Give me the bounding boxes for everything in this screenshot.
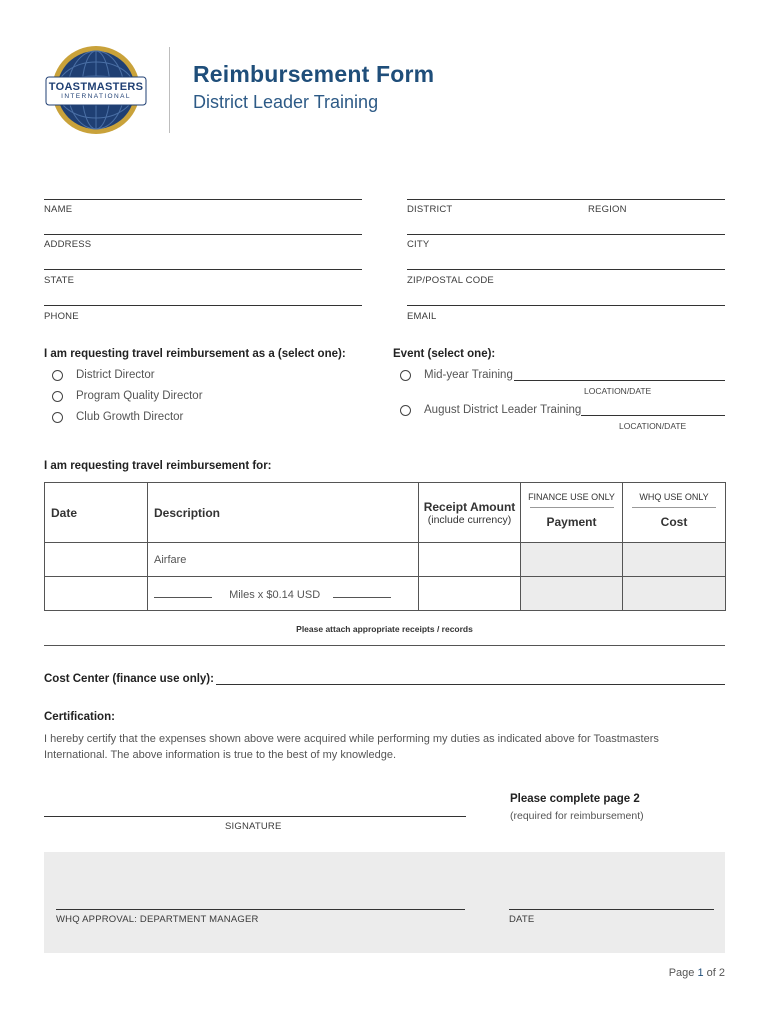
- name-label: NAME: [44, 204, 73, 215]
- manager-approval-field[interactable]: [56, 909, 465, 910]
- option-august-training: August District Leader Training: [424, 404, 582, 416]
- miles-date-cell[interactable]: [45, 577, 148, 611]
- phone-field[interactable]: [44, 305, 362, 306]
- zip-field[interactable]: [407, 269, 725, 270]
- receipt-label: Receipt Amount: [423, 499, 516, 514]
- receipt-sublabel: (include currency): [427, 513, 512, 526]
- city-field[interactable]: [407, 234, 725, 235]
- header-payment: [521, 483, 623, 543]
- miles-description-cell: [148, 577, 419, 611]
- city-label: CITY: [407, 239, 430, 250]
- approval-box: [44, 852, 725, 953]
- zip-label: ZIP/POSTAL CODE: [407, 275, 494, 286]
- toastmasters-logo: [44, 44, 148, 136]
- receipts-note: Please attach appropriate receipts / records: [296, 624, 473, 634]
- expenses-heading: I am requesting travel reimbursement for:: [44, 460, 272, 472]
- option-program-quality-director: Program Quality Director: [76, 390, 203, 402]
- expense-table: [44, 482, 726, 611]
- event-heading: Event (select one):: [393, 348, 496, 360]
- miles-rate-text: Miles x $0.14 USD: [229, 588, 321, 601]
- miles-receipt-cell[interactable]: [419, 577, 521, 611]
- manager-approval-label: WHQ APPROVAL: DEPARTMENT MANAGER: [56, 914, 259, 925]
- radio-district-director[interactable]: [52, 370, 63, 381]
- radio-program-quality-director[interactable]: [52, 391, 63, 402]
- miles-payment-cell: [521, 577, 623, 611]
- miles-cost-cell: [623, 577, 726, 611]
- phone-label: PHONE: [44, 311, 79, 322]
- payment-label: Payment: [546, 515, 597, 529]
- finance-use-note: FINANCE USE ONLY: [528, 492, 615, 502]
- address-field[interactable]: [44, 234, 362, 235]
- airfare-cost-cell: [623, 543, 726, 577]
- signature-field[interactable]: [44, 816, 466, 817]
- august-location-field[interactable]: [581, 415, 725, 416]
- name-field[interactable]: [44, 199, 362, 200]
- header-receipt: [419, 483, 521, 543]
- option-club-growth-director: Club Growth Director: [76, 411, 184, 423]
- airfare-payment-cell: [521, 543, 623, 577]
- signature-label: SIGNATURE: [225, 821, 282, 832]
- mid-year-location-label: LOCATION/DATE: [584, 386, 652, 396]
- page2-heading: Please complete page 2: [510, 793, 640, 805]
- header-cost: [623, 483, 726, 543]
- header-description: Description: [148, 483, 419, 543]
- header-divider: [169, 47, 170, 133]
- radio-club-growth-director[interactable]: [52, 412, 63, 423]
- radio-august-training[interactable]: [400, 405, 411, 416]
- email-label: EMAIL: [407, 311, 437, 322]
- region-label: REGION: [588, 204, 627, 215]
- email-field[interactable]: [407, 305, 725, 306]
- mid-year-location-field[interactable]: [514, 380, 725, 381]
- state-field[interactable]: [44, 269, 362, 270]
- role-heading: I am requesting travel reimbursement as a (select one):: [44, 348, 346, 360]
- approval-date-field[interactable]: [509, 909, 714, 910]
- certification-heading: Certification:: [44, 711, 115, 723]
- option-mid-year: Mid-year Training: [424, 369, 513, 381]
- cost-center-field[interactable]: [216, 684, 725, 685]
- page2-sub: (required for reimbursement): [510, 810, 644, 822]
- august-location-label: LOCATION/DATE: [619, 421, 687, 431]
- header-date: Date: [45, 483, 148, 543]
- miles-count-blank[interactable]: [154, 587, 212, 598]
- airfare-description-cell: Airfare: [148, 543, 419, 577]
- airfare-date-cell[interactable]: [45, 543, 148, 577]
- logo-wordmark: TOASTMASTERS: [48, 81, 144, 93]
- address-label: ADDRESS: [44, 239, 92, 250]
- logo-sub: INTERNATIONAL: [61, 93, 131, 100]
- airfare-receipt-cell[interactable]: [419, 543, 521, 577]
- cost-center-label: Cost Center (finance use only):: [44, 673, 214, 685]
- miles-total-blank[interactable]: [333, 587, 391, 598]
- certification-text: I hereby certify that the expenses shown above were acquired while performing my duties as indicated above for Toastmasters International. The above information is true to the best of my knowledge.: [44, 733, 659, 761]
- state-label: STATE: [44, 275, 75, 286]
- whq-use-note: WHQ USE ONLY: [639, 492, 709, 502]
- page-number: Page 1 of 2: [668, 967, 725, 979]
- option-district-director: District Director: [76, 369, 155, 381]
- approval-date-label: DATE: [509, 914, 535, 925]
- district-field[interactable]: [407, 199, 725, 200]
- form-title: Reimbursement Form: [193, 61, 435, 87]
- receipts-rule: [44, 645, 725, 646]
- cost-label: Cost: [660, 515, 688, 529]
- form-subtitle: District Leader Training: [193, 92, 379, 112]
- district-label: DISTRICT: [407, 204, 453, 215]
- radio-mid-year[interactable]: [400, 370, 411, 381]
